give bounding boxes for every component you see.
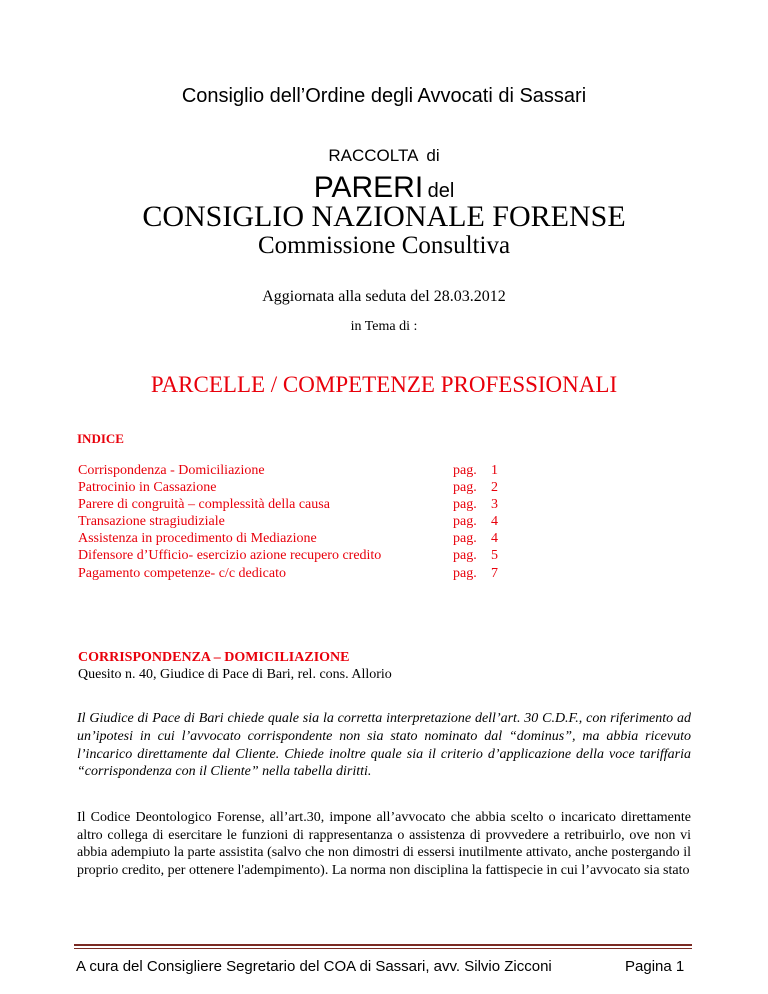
index-item-label: Pagamento competenze- c/c dedicato xyxy=(78,565,286,581)
index-item-label: Assistenza in procedimento di Mediazione xyxy=(78,531,317,547)
index-item-pag: pag. xyxy=(453,463,477,478)
body-paragraph: Il Codice Deontologico Forense, all’art.30, impone all’avvocato che abbia scelto o incaricato direttamente altro collega di esercitare le funzioni di rappresentanza o assistenza di provvedere a retribuirlo, ove non vi abbia adempiuto la parte assistita (salvo che non dimostri di essersi inutilmente attivato, anche postergando il proprio credito, per ottenere l'adempimento). La norma non disciplina la fattispecie in cui l’avvocato sia stato xyxy=(77,810,691,878)
index-item-page: 7 xyxy=(491,565,498,581)
index-item[interactable] xyxy=(78,547,518,564)
index-item[interactable] xyxy=(78,530,518,547)
question-paragraph: Il Giudice di Pace di Bari chiede quale sia la corretta interpretazione dell’art. 30 C.D.F., con riferimento ad un’ipotesi in cui l’avvocato corrispondente non sia stato nominato dal “dominus”, ma abbia ricevuto l’incarico direttamente dal Cliente. Chiede inoltre quale sia il criterio d’applicazione della voce tariffaria “corrispondenza con il Cliente” nella tabella diritti. xyxy=(77,711,691,780)
index-item-label: Transazione stragiudiziale xyxy=(78,514,225,530)
index-item-page: 4 xyxy=(491,514,498,530)
index-item-page: 1 xyxy=(491,463,498,478)
footer-credit: A cura del Consigliere Segretario del COA di Sassari, avv. Silvio Zicconi xyxy=(76,958,552,975)
index-item-pag: pag. xyxy=(453,514,477,530)
index-item-label: Difensore d’Ufficio- esercizio azione recupero credito xyxy=(78,548,382,564)
index-item-pag: pag. xyxy=(453,548,477,564)
index-item[interactable] xyxy=(78,565,518,582)
collection-line xyxy=(0,146,768,166)
index-item-page: 3 xyxy=(491,497,498,513)
collection-di: di xyxy=(426,146,440,165)
commission-title: Commissione Consultiva xyxy=(257,232,511,259)
query-reference: Quesito n. 40, Giudice di Pace di Bari, rel. cons. Allorio xyxy=(78,667,392,682)
index-item[interactable] xyxy=(78,513,518,530)
index-item-pag: pag. xyxy=(453,497,477,513)
collection-word: RACCOLTA xyxy=(328,146,419,165)
index-item[interactable] xyxy=(78,479,518,496)
footer-rule-thin xyxy=(74,948,692,949)
index-item-pag: pag. xyxy=(453,480,477,496)
index-item-label: Corrispondenza - Domiciliazione xyxy=(78,463,265,478)
index-item-pag: pag. xyxy=(453,565,477,581)
council-name: CONSIGLIO NAZIONALE FORENSE xyxy=(142,200,626,233)
index-item-label: Patrocinio in Cassazione xyxy=(78,480,217,496)
main-subject: PARCELLE / COMPETENZE PROFESSIONALI xyxy=(150,372,618,397)
index-item[interactable] xyxy=(78,496,518,513)
section-heading: CORRISPONDENZA – DOMICILIAZIONE xyxy=(78,650,350,665)
index-list xyxy=(78,462,518,582)
theme-label: in Tema di : xyxy=(350,319,418,334)
index-item-page: 5 xyxy=(491,548,498,564)
footer-page-number: Pagina 1 xyxy=(625,958,685,975)
index-item-page: 4 xyxy=(491,531,498,547)
opinions-del: del xyxy=(427,180,455,202)
index-item-label: Parere di congruità – complessità della causa xyxy=(78,497,330,513)
index-heading: INDICE xyxy=(77,431,124,446)
index-item-page: 2 xyxy=(491,480,498,496)
opinions-word: PARERI xyxy=(313,171,424,204)
footer-rule xyxy=(74,944,692,946)
organization-title: Consiglio dell’Ordine degli Avvocati di Sassari xyxy=(181,85,587,107)
updated-date: Aggiornata alla seduta del 28.03.2012 xyxy=(262,288,506,305)
index-item-pag: pag. xyxy=(453,531,477,547)
index-item[interactable] xyxy=(78,462,518,479)
